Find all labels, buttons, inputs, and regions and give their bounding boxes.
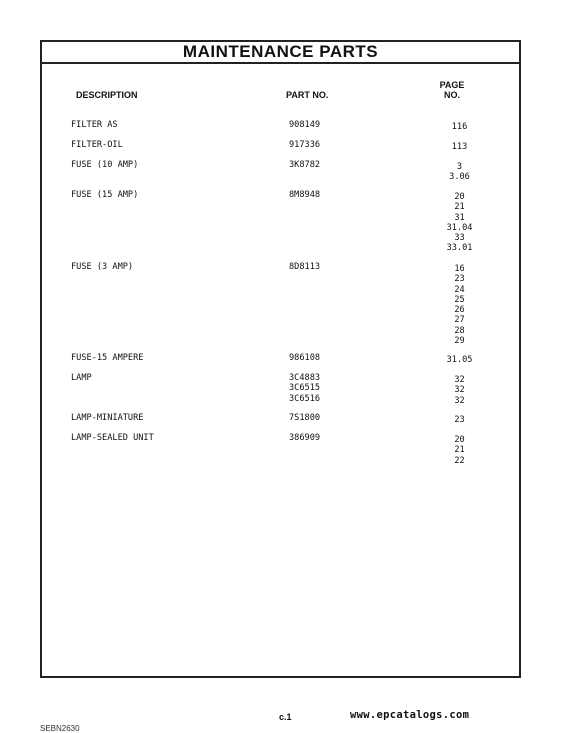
part-numbers — [289, 433, 320, 443]
part-description: LAMP-SEALED UNIT — [71, 433, 154, 443]
page-reference: 3.06 — [449, 172, 470, 183]
page-number: c.1 — [279, 712, 292, 722]
page-numbers — [422, 142, 497, 152]
part-number: 908149 — [289, 120, 321, 130]
page-reference: 3 — [456, 162, 463, 172]
page-reference: 32 — [454, 375, 465, 385]
page-reference: 113 — [451, 142, 468, 152]
part-number: 8M8948 — [289, 190, 321, 200]
part-description: FUSE (10 AMP) — [71, 160, 139, 170]
footer-url: www.epcatalogs.com — [350, 709, 470, 721]
part-number: 3C4883 — [289, 373, 321, 383]
page-reference: 27 — [454, 315, 465, 326]
parts-table-frame — [40, 40, 521, 678]
part-number: 386909 — [289, 433, 321, 443]
document-code: SEBN2630 — [40, 724, 80, 733]
part-description: FILTER AS — [71, 120, 118, 130]
page-title: MAINTENANCE PARTS — [42, 42, 519, 64]
page-numbers — [422, 122, 497, 132]
part-description: FUSE (3 AMP) — [71, 262, 134, 272]
page-reference: 25 — [454, 294, 465, 305]
page-numbers — [422, 192, 497, 254]
page-reference: 20 — [454, 192, 465, 202]
header-description: DESCRIPTION — [76, 90, 138, 100]
page-numbers — [422, 162, 497, 183]
part-number: 3C6516 — [289, 393, 321, 404]
page-reference: 24 — [454, 284, 465, 295]
part-number: 917336 — [289, 140, 321, 150]
part-numbers — [289, 413, 320, 423]
page-reference: 33 — [454, 233, 465, 244]
part-number: 3K8782 — [289, 160, 321, 170]
part-numbers — [289, 262, 320, 272]
page-reference: 20 — [454, 435, 465, 445]
header-page-no — [422, 80, 482, 100]
page-reference: 21 — [454, 202, 465, 213]
header-part-no: PART NO. — [286, 90, 329, 100]
part-description: FUSE (15 AMP) — [71, 190, 139, 200]
header-page-line1: PAGE — [439, 80, 465, 90]
part-number: 986108 — [289, 353, 321, 363]
page-numbers — [422, 375, 497, 406]
page-numbers — [422, 355, 497, 365]
part-description: LAMP-MINIATURE — [71, 413, 144, 423]
part-number: 8D8113 — [289, 262, 321, 272]
page-reference: 32 — [454, 395, 465, 406]
page-reference: 23 — [454, 415, 465, 425]
page-reference: 29 — [454, 336, 465, 347]
part-numbers — [289, 373, 320, 404]
page-reference: 26 — [454, 305, 465, 316]
page-reference: 31 — [454, 212, 465, 223]
part-description: FUSE-15 AMPERE — [71, 353, 144, 363]
page-reference: 22 — [454, 455, 465, 466]
part-numbers — [289, 160, 320, 170]
part-description: LAMP — [71, 373, 92, 383]
page-reference: 32 — [454, 385, 465, 396]
page-reference: 16 — [454, 264, 465, 274]
page-reference: 31.04 — [446, 222, 473, 233]
part-numbers — [289, 353, 320, 363]
page-reference: 31.05 — [446, 355, 473, 365]
part-number: 7S1800 — [289, 413, 321, 423]
page-reference: 116 — [451, 122, 468, 132]
header-page-line2: NO. — [443, 90, 460, 100]
part-numbers — [289, 140, 320, 150]
part-numbers — [289, 120, 320, 130]
page-numbers — [422, 435, 497, 466]
page-reference: 23 — [454, 274, 465, 285]
page-numbers — [422, 264, 497, 346]
page-reference: 33.01 — [446, 243, 473, 254]
part-description: FILTER-OIL — [71, 140, 123, 150]
part-numbers — [289, 190, 320, 200]
page-reference: 21 — [454, 445, 465, 456]
page-reference: 28 — [454, 325, 465, 336]
page-numbers — [422, 415, 497, 425]
part-number: 3C6515 — [289, 383, 321, 394]
